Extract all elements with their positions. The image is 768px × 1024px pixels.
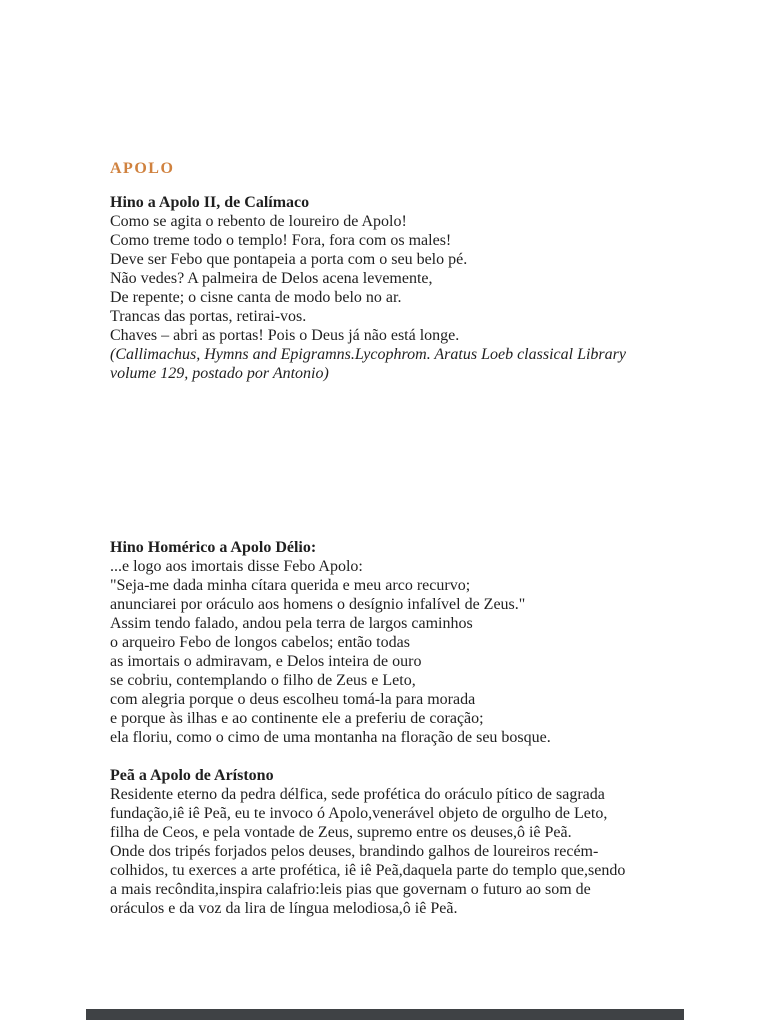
poem-line: De repente; o cisne canta de modo belo no ar.	[110, 289, 402, 306]
citation-line: volume 129, postado por Antonio)	[110, 365, 329, 382]
poem-line: Deve ser Febo que pontapeia a porta com o seu belo pé.	[110, 251, 468, 268]
prose-line: fundação,iê iê Peã, eu te invoco ó Apolo,venerável objeto de orgulho de Leto,	[110, 805, 608, 822]
prose-line: a mais recôndita,inspira calafrio:leis pias que governam o futuro ao som de	[110, 881, 591, 898]
poem-line: as imortais o admiravam, e Delos inteira de ouro	[110, 653, 422, 670]
poem-line: se cobriu, contemplando o filho de Zeus e Leto,	[110, 672, 416, 689]
poem-line: com alegria porque o deus escolheu tomá-la para morada	[110, 691, 476, 708]
prose-line: colhidos, tu exerces a arte profética, iê iê Peã,daquela parte do templo que,sendo	[110, 862, 626, 879]
poem-line: Chaves – abri as portas! Pois o Deus já não está longe.	[110, 327, 460, 344]
prose-line: filha de Ceos, e pela vontade de Zeus, supremo entre os deuses,ô iê Peã.	[110, 824, 572, 841]
poem-line: o arqueiro Febo de longos cabelos; então todas	[110, 634, 410, 651]
citation-line: (Callimachus, Hymns and Epigramns.Lycophrom. Aratus Loeb classical Library	[110, 346, 626, 363]
poem-line: Trancas das portas, retirai-vos.	[110, 308, 307, 325]
poem-line: Como treme todo o templo! Fora, fora com os males!	[110, 232, 452, 249]
next-page-top-edge	[86, 1009, 684, 1020]
poem-line: "Seja-me dada minha cítara querida e meu arco recurvo;	[110, 577, 471, 594]
prose-line: Residente eterno da pedra délfica, sede profética do oráculo pítico de sagrada	[110, 786, 605, 803]
prose-line: oráculos e da voz da lira de língua melodiosa,ô iê Peã.	[110, 900, 458, 917]
section-hino-homerico	[110, 538, 718, 747]
poem-line: Como se agita o rebento de loureiro de Apolo!	[110, 213, 407, 230]
poem-line: Não vedes? A palmeira de Delos acena levemente,	[110, 270, 433, 287]
section-heading: Hino Homérico a Apolo Délio:	[110, 539, 317, 556]
prose-line: Onde dos tripés forjados pelos deuses, brandindo galhos de loureiros recém-	[110, 843, 599, 860]
section-heading: Peã a Apolo de Arístono	[110, 767, 274, 784]
poem-line: ela floriu, como o cimo de uma montanha na floração de seu bosque.	[110, 729, 551, 746]
page-title: APOLO	[110, 160, 175, 177]
poem-line: anunciarei por oráculo aos homens o desígnio infalível de Zeus."	[110, 596, 526, 613]
section-pea-a-apolo	[110, 766, 718, 918]
poem-line: Assim tendo falado, andou pela terra de largos caminhos	[110, 615, 473, 632]
section-hino-a-apolo-ii	[110, 193, 718, 383]
poem-line: e porque às ilhas e ao continente ele a preferiu de coração;	[110, 710, 484, 727]
section-heading: Hino a Apolo II, de Calímaco	[110, 194, 310, 211]
poem-line: ...e logo aos imortais disse Febo Apolo:	[110, 558, 363, 575]
